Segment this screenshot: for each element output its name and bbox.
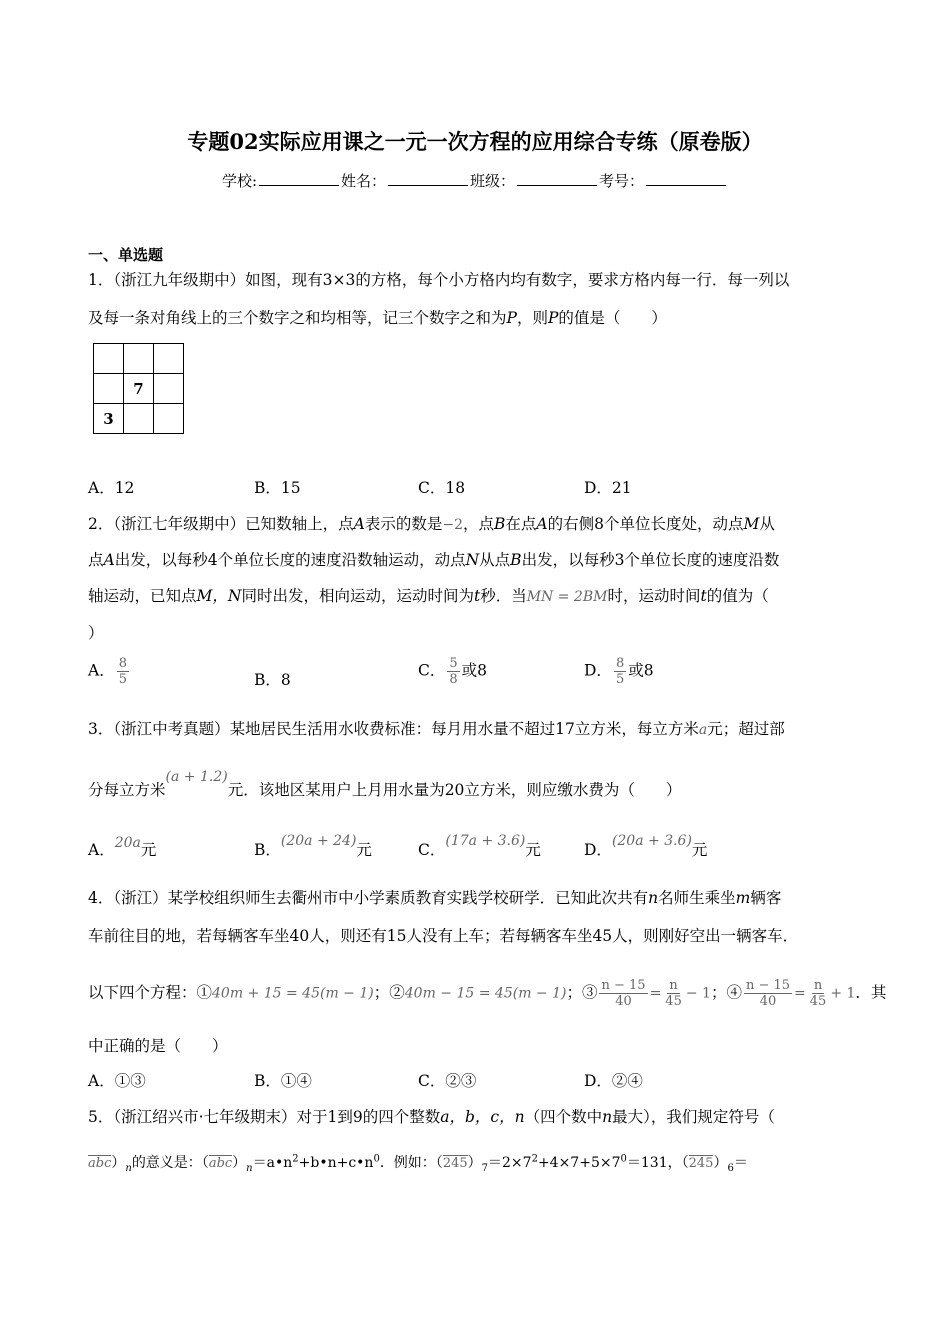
text-run: 以下四个方程：① bbox=[88, 983, 213, 1002]
text-run: 元 bbox=[525, 841, 541, 859]
q3-line1 bbox=[88, 717, 785, 739]
fraction bbox=[808, 978, 829, 1009]
text-run: 8 bbox=[615, 656, 625, 671]
q1-option-c[interactable]: C．18 bbox=[418, 479, 466, 497]
text-run: 元 bbox=[356, 841, 372, 859]
text-run: 或8 bbox=[461, 661, 488, 680]
text-run: 元 bbox=[691, 841, 708, 859]
grid-cell: 7 bbox=[124, 374, 154, 404]
class-label: 班级： bbox=[470, 172, 516, 190]
text-run: (17a + 3.6) bbox=[445, 833, 526, 849]
text-run: abc bbox=[88, 1156, 112, 1171]
q3-option-b[interactable] bbox=[254, 833, 372, 860]
text-run: −2 bbox=[442, 517, 463, 533]
text-run: 的右侧8个单位长度处，动点 bbox=[547, 515, 744, 533]
text-run: D． bbox=[584, 661, 612, 680]
text-run: 的值为（ bbox=[706, 587, 769, 605]
q3-option-d[interactable] bbox=[584, 833, 708, 860]
text-run: ，点 bbox=[462, 515, 494, 533]
q3-option-c[interactable] bbox=[418, 833, 541, 860]
text-run: 8 bbox=[449, 672, 458, 687]
student-info-line bbox=[0, 170, 950, 191]
text-run: 从点 bbox=[479, 551, 511, 569]
text-run: (20a + 24) bbox=[280, 833, 357, 849]
text-run: 5 bbox=[118, 672, 127, 687]
text-run: 7 bbox=[481, 1162, 489, 1174]
school-blank[interactable] bbox=[259, 172, 339, 186]
text-run: 45 bbox=[665, 994, 682, 1009]
text-run: − 1 bbox=[685, 985, 711, 1002]
text-run: 同时出发，相向运动，运动时间为 bbox=[241, 587, 474, 605]
text-run: n bbox=[602, 1108, 613, 1126]
q2-line2 bbox=[88, 548, 779, 570]
text-run: A bbox=[353, 515, 365, 533]
text-run: 分每立方米 bbox=[88, 781, 166, 799]
class-blank[interactable] bbox=[517, 172, 597, 186]
q2-line1 bbox=[88, 512, 775, 534]
text-run: ） bbox=[111, 1155, 126, 1171]
number-blank[interactable] bbox=[646, 172, 726, 186]
text-run: 40m − 15 = 45(m − 1) bbox=[404, 985, 567, 1002]
text-run: 名师生乘坐 bbox=[658, 889, 736, 907]
text-run: 元．该地区某用户上月用水量为20立方米，则应缴水费为（ ） bbox=[227, 781, 682, 799]
text-run: （四个数中 bbox=[524, 1108, 603, 1126]
section-heading: 一、单选题 bbox=[88, 246, 164, 264]
text-run: + 1 bbox=[830, 985, 856, 1002]
text-run: ＝131，（ bbox=[626, 1155, 689, 1171]
text-run: (a + 1.2) bbox=[165, 769, 228, 785]
text-run: ．其 bbox=[855, 983, 887, 1002]
text-run: ．例如：（ bbox=[379, 1155, 443, 1171]
fraction bbox=[663, 978, 684, 1009]
grid-cell bbox=[94, 374, 124, 404]
text-run: 45 bbox=[809, 994, 827, 1009]
text-run: D． bbox=[584, 841, 612, 859]
text-run: B bbox=[494, 515, 506, 533]
text-run: ＝ bbox=[733, 1155, 748, 1171]
grid-cell: 3 bbox=[94, 404, 124, 434]
text-run: 3．（浙江中考真题）某地居民生活用水收费标准：每月用水量不超过17立方米，每立方米 bbox=[88, 720, 699, 738]
text-run: N bbox=[465, 551, 480, 569]
text-run: abc bbox=[208, 1156, 233, 1171]
text-run: ，则 bbox=[516, 309, 548, 327]
fraction bbox=[447, 656, 459, 687]
text-run: 表示的数是 bbox=[364, 515, 443, 533]
text-run: n bbox=[125, 1162, 132, 1174]
text-run: 元 bbox=[140, 841, 157, 859]
text-run: 2 bbox=[292, 1153, 299, 1165]
text-run: 245 bbox=[442, 1156, 468, 1171]
grid-cell bbox=[124, 344, 154, 374]
text-run: n − 15 bbox=[601, 978, 646, 993]
text-run: 元；超过部 bbox=[707, 720, 785, 738]
text-run: MN = 2BM bbox=[526, 589, 608, 605]
text-run: 从 bbox=[759, 515, 775, 533]
text-run: M，N bbox=[196, 587, 242, 605]
text-run: 2．（浙江七年级期中）已知数轴上，点 bbox=[88, 515, 354, 533]
text-run: a，b，c，n bbox=[440, 1108, 525, 1126]
text-run: = bbox=[794, 985, 806, 1002]
text-run: t bbox=[700, 587, 707, 605]
q1-line2 bbox=[88, 306, 667, 328]
text-run: ＝2×7 bbox=[488, 1155, 532, 1171]
text-run: A bbox=[536, 515, 548, 533]
text-run: 秒．当 bbox=[480, 587, 527, 605]
text-run: A． bbox=[88, 661, 115, 680]
text-run: B． bbox=[254, 841, 281, 859]
text-run: 5．（浙江绍兴市·七年级期末）对于1到9的四个整数 bbox=[88, 1108, 441, 1126]
q4-line4: 中正确的是（ ） bbox=[88, 1037, 228, 1055]
text-run: 6 bbox=[727, 1162, 734, 1174]
text-run: a bbox=[698, 722, 708, 738]
text-run: 40 bbox=[759, 994, 777, 1009]
text-run: 40 bbox=[615, 994, 632, 1009]
text-run: ） bbox=[232, 1155, 247, 1171]
text-run: +b•n+c•n bbox=[298, 1155, 374, 1171]
q2-option-b[interactable]: B．8 bbox=[254, 671, 291, 689]
text-run: 245 bbox=[688, 1156, 714, 1171]
text-run: 8 bbox=[118, 656, 127, 671]
q5-line2 bbox=[88, 1152, 748, 1174]
text-run: (20a + 3.6) bbox=[611, 833, 692, 849]
text-run: n − 15 bbox=[745, 978, 791, 993]
text-run: ；② bbox=[373, 983, 405, 1002]
q4-line1 bbox=[88, 886, 781, 908]
text-run: C． bbox=[418, 841, 446, 859]
text-run: +4×7+5×7 bbox=[537, 1155, 621, 1171]
text-run: 的意义是：（ bbox=[131, 1155, 209, 1171]
text-run: 或8 bbox=[628, 661, 654, 680]
q3-option-a[interactable] bbox=[88, 835, 157, 860]
q4-option-a[interactable]: A．①③ bbox=[88, 1072, 146, 1090]
text-run: 0 bbox=[620, 1153, 627, 1165]
text-run: A bbox=[103, 551, 115, 569]
q5-line1 bbox=[88, 1105, 775, 1127]
grid-cell bbox=[124, 404, 154, 434]
grid-cell bbox=[154, 374, 184, 404]
text-run: ） bbox=[467, 1155, 482, 1171]
text-run: P bbox=[547, 309, 559, 327]
q3-line2 bbox=[88, 769, 682, 800]
text-run: 5 bbox=[449, 656, 458, 671]
text-run: C． bbox=[418, 661, 446, 680]
q4-option-b[interactable]: B．①④ bbox=[254, 1072, 312, 1090]
fraction bbox=[744, 978, 792, 1009]
q2-option-a[interactable] bbox=[88, 656, 131, 687]
text-run: 出发，以每秒3个单位长度的速度沿数 bbox=[521, 551, 780, 569]
text-run: B bbox=[510, 551, 522, 569]
fraction bbox=[599, 978, 647, 1009]
q4-option-c[interactable]: C．②③ bbox=[418, 1072, 477, 1090]
page-title: 专题02实际应用课之一元一次方程的应用综合专练（原卷版） bbox=[187, 129, 763, 154]
text-run: 时，运动时间 bbox=[607, 587, 701, 605]
q1-option-d[interactable]: D．21 bbox=[584, 479, 632, 497]
grid-cell bbox=[154, 344, 184, 374]
text-run: P bbox=[506, 309, 517, 327]
q4-line2: 车前往目的地，若每辆客车坐40人，则还有15人没有上车；若每辆客车坐45人，则刚好空出一辆客车． bbox=[88, 927, 799, 945]
text-run: 4．（浙江）某学校组织师生去衢州市中小学素质教育实践学校研学．已知此次共有 bbox=[88, 889, 649, 907]
text-run: n bbox=[813, 978, 823, 993]
fraction bbox=[117, 656, 129, 687]
grid-cell bbox=[154, 404, 184, 434]
text-run: n bbox=[669, 978, 678, 993]
magic-square-grid bbox=[93, 343, 184, 434]
text-run: 轴运动，已知点 bbox=[88, 587, 197, 605]
text-run: 2 bbox=[531, 1153, 538, 1165]
text-run: 0 bbox=[373, 1153, 380, 1165]
q2-line4: ） bbox=[88, 624, 104, 642]
text-run: 最大），我们规定符号（ bbox=[612, 1108, 775, 1126]
text-run: ；③ bbox=[566, 983, 598, 1002]
q1-option-a[interactable]: A．12 bbox=[88, 479, 135, 497]
text-run: 在点 bbox=[505, 515, 537, 533]
text-run: n bbox=[246, 1162, 253, 1174]
name-blank[interactable] bbox=[388, 172, 468, 186]
text-run: = bbox=[649, 985, 662, 1002]
text-run: m bbox=[735, 889, 751, 907]
q2-option-d[interactable] bbox=[584, 656, 654, 687]
text-run: t bbox=[473, 587, 481, 605]
number-label: 考号： bbox=[599, 172, 645, 190]
q4-option-d[interactable]: D．②④ bbox=[584, 1072, 643, 1090]
grid-cell bbox=[94, 344, 124, 374]
q1-line1: 1．（浙江九年级期中）如图，现有3×3的方格，每个小方格内均有数字，要求方格内每一行．每一列以 bbox=[88, 271, 790, 289]
text-run: ＝a•n bbox=[252, 1155, 293, 1171]
q4-line3 bbox=[88, 978, 886, 1009]
text-run: 的值是（ ） bbox=[558, 309, 667, 327]
text-run: M bbox=[743, 515, 760, 533]
name-label: 姓名： bbox=[341, 172, 387, 190]
text-run: 辆客 bbox=[750, 889, 782, 907]
text-run: 及每一条对角线上的三个数字之和均相等，记三个数字之和为 bbox=[88, 309, 507, 327]
q2-line3 bbox=[88, 584, 769, 606]
text-run: A． bbox=[88, 841, 115, 859]
q2-option-c[interactable] bbox=[418, 656, 487, 687]
school-label: 学校: bbox=[221, 172, 257, 190]
text-run: 40m + 15 = 45(m − 1) bbox=[212, 985, 374, 1002]
fraction bbox=[614, 656, 626, 687]
text-run: 5 bbox=[615, 672, 625, 687]
q1-option-b[interactable]: B．15 bbox=[254, 479, 301, 497]
text-run: ） bbox=[713, 1155, 728, 1171]
text-run: 点 bbox=[88, 551, 104, 569]
text-run: 出发，以每秒4个单位长度的速度沿数轴运动，动点 bbox=[114, 551, 466, 569]
text-run: ；④ bbox=[710, 983, 742, 1002]
text-run: n bbox=[648, 889, 659, 907]
text-run: 20a bbox=[114, 835, 141, 851]
